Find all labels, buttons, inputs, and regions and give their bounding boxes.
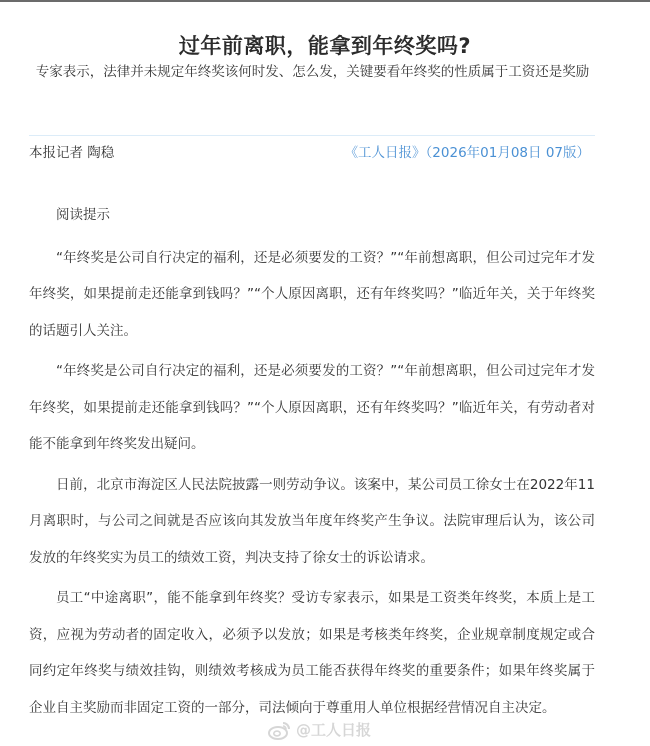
weibo-watermark [268,719,371,740]
byline: 本报记者 陶稳 [29,145,115,161]
source-link[interactable]: 《工人日报》（2026年01月08日 07版） [344,145,590,161]
paragraph: 日前，北京市海淀区人民法院披露一则劳动争议。该案中，某公司员工徐女士在2022年11月离职时，与公司之间就是否应该向其发放当年度年终奖产生争议。法院审理后认为，该公司发放的年终奖实为员工的绩效工资，判决支持了徐女士的诉讼请求。 [29,476,595,566]
weibo-icon [268,720,292,740]
header-divider [29,135,595,136]
paragraph: “年终奖是公司自行决定的福利，还是必须要发的工资？”“年前想离职，但公司过完年才发年终奖，如果提前走还能拿到钱吗？”“个人原因离职，还有年终奖吗？”临近年关，关于年终奖的话题引人关注。 [29,249,595,339]
top-border [0,0,650,2]
article-body [29,197,595,726]
paragraph: “年终奖是公司自行决定的福利，还是必须要发的工资？”“年前想离职，但公司过完年才发年终奖，如果提前走还能拿到钱吗？”“个人原因离职，还有年终奖吗？”临近年关，有劳动者对能不能拿到年终奖发出疑问。 [29,363,595,452]
watermark-text: @工人日报 [296,721,372,739]
reading-hint-heading: 阅读提示 [56,207,110,223]
article-title: 过年前离职，能拿到年终奖吗? [178,34,472,59]
article-subtitle: 专家表示，法律并未规定年终奖该何时发、怎么发，关键要看年终奖的性质属于工资还是奖励 [35,64,590,80]
paragraph: 员工“中途离职”，能不能拿到年终奖？受访专家表示，如果是工资类年终奖，本质上是工资，应视为劳动者的固定收入，必须予以发放；如果是考核类年终奖，企业规章制度规定或合同约定年终奖与绩效挂钩，则绩效考核成为员工能否获得年终奖的重要条件；如果年终奖属于企业自主奖励而非固定工资的一部分，司法倾向于尊重用人单位根据经营情况自主决定。 [29,590,595,716]
